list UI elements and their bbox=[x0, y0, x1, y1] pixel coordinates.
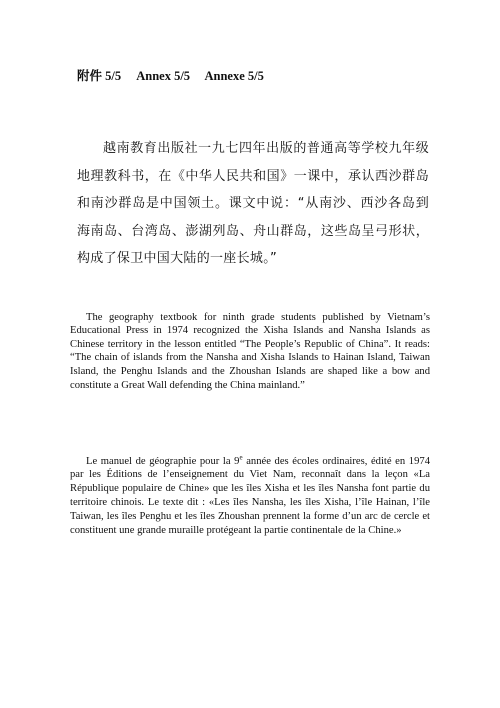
annex-label-fr: Annexe 5/5 bbox=[204, 69, 264, 83]
annex-label-en: Annex 5/5 bbox=[136, 69, 191, 83]
paragraph-french-start: Le manuel de géographie pour la 9 bbox=[86, 455, 240, 467]
ordinal-superscript: e bbox=[239, 453, 243, 462]
annex-header bbox=[77, 66, 276, 84]
paragraph-french bbox=[70, 455, 430, 538]
paragraph-chinese: 越南教育出版社一九七四年出版的普通高等学校九年级地理教科书，在《中华人民共和国》一课中，承认西沙群岛和南沙群岛是中国领土。课文中说：“从南沙、西沙各岛到海南岛、台湾岛、澎湖列岛、舟山群岛，这些岛呈弓形状，构成了保卫中国大陆的一座长城。” bbox=[77, 141, 429, 266]
paragraph-french-rest: année des écoles ordinaires, édité en 1974 par les Éditions de l’enseignement du Viet Nam, reconnaît dans la leçon «La République populaire de Chine» que les îles Xisha et les îles Nansha font partie du territoire chinois. Le texte dit : «Les îles Nansha, les îles Xisha, l’île Hainan, l’île Taiwan, les îles Penghu et les îles Zhoushan prennent la forme d’un arc de cercle et constituent une grande muraille protégeant la partie continentale de la Chine.» bbox=[70, 455, 430, 536]
paragraph-english: The geography textbook for ninth grade students published by Vietnam’s Educational Press in 1974 recognized the Xisha Islands and Nansha Islands as Chinese territory in the lesson entitled “The People’s Republic of China”. It reads: “The chain of islands from the Nansha and Xisha Islands to Hainan Island, Taiwan Island, the Penghu Islands and the Zhoushan Islands are shaped like a bow and constitute a Great Wall defending the China mainland.” bbox=[70, 311, 430, 391]
annex-label-zh: 附件 5/5 bbox=[77, 69, 122, 83]
